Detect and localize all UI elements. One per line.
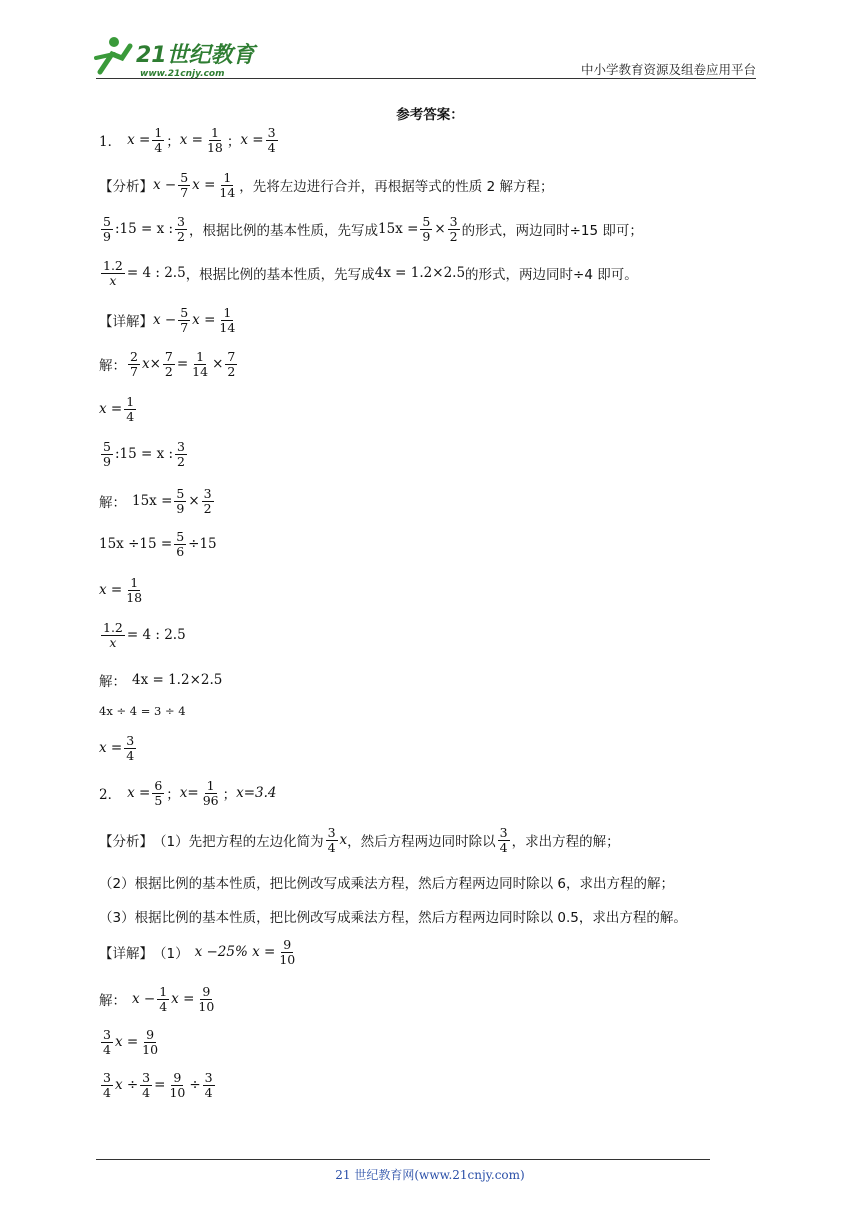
q1-analysis-2: $\frac{5}{9}$ :15 = x : $\frac{3}{2}$ ，根据比例的基本性质，先写成 15x = $\frac{5}{9}$ × $\frac{3}{2}$ 的形式，两边同时÷15 即可； bbox=[103, 214, 643, 244]
q1-step-3: $\frac{5}{9}$ :15 = x : $\frac{3}{2}$ bbox=[103, 439, 185, 469]
q1-step-4: 解： 15x = $\frac{5}{9}$ × $\frac{3}{2}$ bbox=[99, 486, 212, 516]
q1-step-1: 解： $\frac{2}{7}$ x × $\frac{7}{2}$ = $\frac{1}{14}$ × $\frac{7}{2}$ bbox=[99, 349, 236, 379]
q1-analysis-3: $\frac{1.2}{x}$ = 4 : 2.5 ，根据比例的基本性质，先写成 4x = 1.2×2.5 的形式，两边同时÷4 即可。 bbox=[103, 258, 638, 288]
q1-step-7: $\frac{1.2}{x}$ = 4 : 2.5 bbox=[103, 620, 186, 650]
q2-step-3: $\frac{3}{4}$ x ÷ $\frac{3}{4}$ = $\frac{9}{10}$ ÷ $\frac{3}{4}$ bbox=[103, 1070, 213, 1100]
q1-step-9: 4x ÷ 4 = 3 ÷ 4 bbox=[99, 704, 186, 718]
footer-divider bbox=[96, 1159, 710, 1160]
q2-answer-line: 2． x = $\frac{6}{5}$ ； x= $\frac{1}{96}$ ； x=3.4 bbox=[99, 778, 277, 808]
q1-step-6: x = $\frac{1}{18}$ bbox=[99, 575, 143, 605]
q1-step-8: 解： 4x = 1.2×2.5 bbox=[99, 672, 223, 690]
q2-analysis-3: （3）根据比例的基本性质，把比例改写成乘法方程，然后方程两边同时除以 0.5，求出方程的解。 bbox=[99, 910, 687, 926]
logo-text: 21世纪教育 bbox=[136, 43, 255, 68]
footer-text: 21 世纪教育网(www.21cnjy.com) bbox=[335, 1168, 525, 1182]
q2-step-1: 解： x − $\frac{1}{4}$ x = $\frac{9}{10}$ bbox=[99, 984, 215, 1014]
header-platform-text: 中小学教育资源及组卷应用平台 bbox=[580, 62, 756, 77]
q1-answer-line: 1． x = $\frac{1}{4}$ ； x = $\frac{1}{18}$ ； x = $\frac{3}{4}$ bbox=[99, 125, 276, 155]
q1-detail-label: 【详解】 x − $\frac{5}{7}$ x = $\frac{1}{14}$ bbox=[99, 305, 236, 335]
q1-step-10: x = $\frac{3}{4}$ bbox=[99, 733, 135, 763]
page-title: 参考答案： bbox=[396, 107, 464, 123]
q1-step-5: 15x ÷15 = $\frac{5}{6}$ ÷15 bbox=[99, 529, 217, 559]
q2-step-2: $\frac{3}{4}$ x = $\frac{9}{10}$ bbox=[103, 1027, 159, 1057]
site-logo bbox=[92, 32, 262, 80]
q2-detail-label: 【详解】 （1） x −25% x = $\frac{9}{10}$ bbox=[99, 937, 296, 967]
header-divider bbox=[96, 78, 756, 79]
logo-url: www.21cnjy.com bbox=[140, 69, 225, 79]
q2-analysis-2: （2）根据比例的基本性质，把比例改写成乘法方程，然后方程两边同时除以 6，求出方程的解； bbox=[99, 876, 674, 892]
q1-step-2: x = $\frac{1}{4}$ bbox=[99, 394, 135, 424]
q1-analysis-1: 【分析】 x − $\frac{5}{7}$ x = $\frac{1}{14}$ ，先将左边进行合并，再根据等式的性质 2 解方程； bbox=[99, 170, 554, 200]
q2-analysis-1: 【分析】 （1）先把方程的左边化简为 $\frac{3}{4}$ x ，然后方程两边同时除以 $\frac{3}{4}$ ，求出方程的解； bbox=[99, 825, 620, 855]
